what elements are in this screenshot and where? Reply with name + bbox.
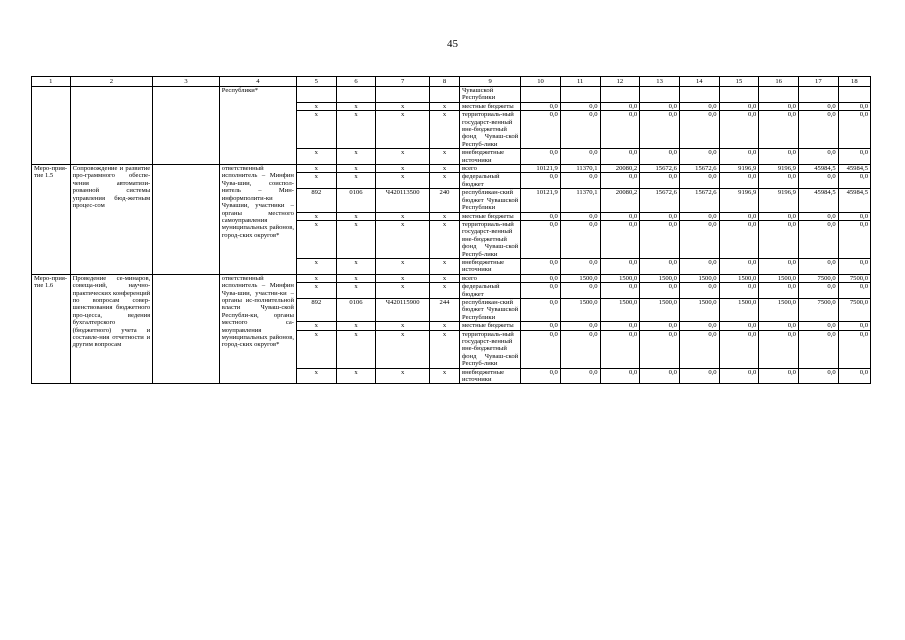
- value-cell: 0,0: [600, 212, 640, 220]
- header-cell: 18: [838, 77, 870, 87]
- value-cell: 0,0: [838, 102, 870, 110]
- value-cell: 0,0: [759, 212, 799, 220]
- value-cell: 0,0: [798, 111, 838, 149]
- code-cell: [336, 87, 376, 103]
- value-cell: 1500,0: [640, 298, 680, 321]
- value-cell: 0,0: [679, 258, 719, 274]
- value-cell: 0,0: [838, 220, 870, 258]
- code-cell: Ч420115900: [376, 298, 430, 321]
- code-cell: х: [429, 111, 459, 149]
- value-cell: 0,0: [640, 283, 680, 299]
- code-cell: х: [336, 212, 376, 220]
- value-cell: 0,0: [521, 111, 561, 149]
- value-cell: 0,0: [521, 149, 561, 165]
- source-cell: федеральный бюджет: [460, 173, 521, 189]
- value-cell: 0,0: [838, 283, 870, 299]
- value-cell: 0,0: [719, 102, 759, 110]
- code-cell: х: [429, 102, 459, 110]
- value-cell: 0,0: [679, 102, 719, 110]
- value-cell: 0,0: [679, 173, 719, 189]
- value-cell: 0,0: [759, 111, 799, 149]
- value-cell: 1500,0: [600, 298, 640, 321]
- value-cell: 1500,0: [560, 274, 600, 282]
- source-cell: местные бюджеты: [460, 102, 521, 110]
- value-cell: 0,0: [521, 330, 561, 368]
- value-cell: 10121,9: [521, 189, 561, 212]
- empty-cell: [153, 87, 220, 165]
- value-cell: 7500,0: [838, 298, 870, 321]
- code-cell: х: [429, 220, 459, 258]
- value-cell: 0,0: [719, 283, 759, 299]
- value-cell: 0,0: [679, 149, 719, 165]
- code-cell: х: [429, 274, 459, 282]
- value-cell: 0,0: [521, 274, 561, 282]
- code-cell: х: [336, 368, 376, 384]
- header-cell: 13: [640, 77, 680, 87]
- value-cell: 1500,0: [560, 298, 600, 321]
- value-cell: 1500,0: [759, 274, 799, 282]
- value-cell: 15672,6: [640, 165, 680, 173]
- code-cell: х: [376, 111, 430, 149]
- code-cell: х: [376, 283, 430, 299]
- executor-cell: Республики*: [219, 87, 296, 165]
- value-cell: 0,0: [600, 220, 640, 258]
- value-cell: 0,0: [560, 212, 600, 220]
- value-cell: 0,0: [521, 283, 561, 299]
- value-cell: 0,0: [560, 111, 600, 149]
- value-cell: 0,0: [560, 330, 600, 368]
- code-cell: 892: [296, 189, 336, 212]
- code-cell: [376, 87, 430, 103]
- value-cell: 0,0: [719, 212, 759, 220]
- value-cell: 0,0: [798, 258, 838, 274]
- header-cell: 6: [336, 77, 376, 87]
- code-cell: х: [376, 102, 430, 110]
- code-cell: Ч420113500: [376, 189, 430, 212]
- code-cell: х: [429, 173, 459, 189]
- executor-cell: ответственный исполнитель – Минфин Чува-шии, участни-ки – органы ис-полнительной власти Чуваш-ской Республи-ки, органы местного са-моуправления муниципальных районов, город-ских округов*: [219, 274, 296, 384]
- value-cell: 0,0: [521, 322, 561, 330]
- header-cell: 4: [219, 77, 296, 87]
- header-cell: 12: [600, 77, 640, 87]
- code-cell: х: [376, 173, 430, 189]
- code-cell: х: [429, 149, 459, 165]
- value-cell: 0,0: [600, 368, 640, 384]
- code-cell: х: [336, 149, 376, 165]
- code-cell: х: [376, 274, 430, 282]
- value-cell: 0,0: [560, 368, 600, 384]
- code-cell: х: [296, 322, 336, 330]
- measure-label: [32, 87, 71, 165]
- value-cell: 1500,0: [679, 298, 719, 321]
- header-cell: 8: [429, 77, 459, 87]
- value-cell: 0,0: [759, 330, 799, 368]
- code-cell: х: [296, 149, 336, 165]
- measure-label: Меро-прия-тие 1.6: [32, 274, 71, 384]
- value-cell: 0,0: [838, 111, 870, 149]
- value-cell: 0,0: [838, 173, 870, 189]
- value-cell: 1500,0: [719, 298, 759, 321]
- value-cell: 0,0: [759, 102, 799, 110]
- header-cell: 11: [560, 77, 600, 87]
- value-cell: 0,0: [798, 330, 838, 368]
- code-cell: х: [429, 165, 459, 173]
- table-row: [32, 87, 871, 103]
- value-cell: 0,0: [560, 149, 600, 165]
- measure-name: [70, 87, 153, 165]
- value-cell: 9196,9: [719, 165, 759, 173]
- header-cell: 5: [296, 77, 336, 87]
- value-cell: 0,0: [719, 258, 759, 274]
- value-cell: 0,0: [798, 283, 838, 299]
- value-cell: 7500,0: [798, 298, 838, 321]
- value-cell: 11370,1: [560, 189, 600, 212]
- code-cell: х: [336, 111, 376, 149]
- value-cell: 1500,0: [719, 274, 759, 282]
- value-cell: 0,0: [600, 102, 640, 110]
- value-cell: 0,0: [719, 330, 759, 368]
- header-cell: 10: [521, 77, 561, 87]
- source-cell: всего: [460, 274, 521, 282]
- code-cell: х: [336, 283, 376, 299]
- value-cell: 45984,5: [838, 165, 870, 173]
- value-cell: 0,0: [640, 212, 680, 220]
- value-cell: 0,0: [640, 322, 680, 330]
- code-cell: х: [296, 102, 336, 110]
- value-cell: 9196,9: [759, 189, 799, 212]
- code-cell: [429, 87, 459, 103]
- code-cell: х: [336, 258, 376, 274]
- code-cell: 892: [296, 298, 336, 321]
- value-cell: 0,0: [719, 322, 759, 330]
- value-cell: 0,0: [640, 258, 680, 274]
- measure-label: Меро-прия-тие 1.5: [32, 165, 71, 275]
- value-cell: 0,0: [521, 212, 561, 220]
- value-cell: 0,0: [759, 283, 799, 299]
- code-cell: х: [336, 165, 376, 173]
- executor-cell: ответственный исполнитель – Минфин Чува-шии, соиспол-нитель – Мин-информполити-ки Чувашии, участники – органы местного самоуправления муниципальных районов, город-ских округов*: [219, 165, 296, 275]
- value-cell: 0,0: [521, 173, 561, 189]
- source-cell: местные бюджеты: [460, 212, 521, 220]
- value-cell: 0,0: [560, 258, 600, 274]
- value-cell: 0,0: [679, 111, 719, 149]
- value-cell: 0,0: [600, 283, 640, 299]
- value-cell: 0,0: [679, 322, 719, 330]
- value-cell: 0,0: [798, 220, 838, 258]
- value-cell: [719, 87, 759, 103]
- value-cell: [759, 87, 799, 103]
- value-cell: 0,0: [679, 368, 719, 384]
- value-cell: 0,0: [719, 368, 759, 384]
- code-cell: х: [376, 258, 430, 274]
- code-cell: х: [336, 173, 376, 189]
- value-cell: 0,0: [838, 330, 870, 368]
- source-cell: территориаль-ный государст-венный вне-бюджетный фонд Чуваш-ской Респуб-лики: [460, 330, 521, 368]
- value-cell: 0,0: [640, 102, 680, 110]
- value-cell: 15672,6: [640, 189, 680, 212]
- code-cell: х: [296, 111, 336, 149]
- code-cell: х: [296, 173, 336, 189]
- value-cell: [838, 87, 870, 103]
- measure-name: Сопровождение и развитие про-граммного обеспе-чения автоматизи-рованной системы управления бюд-жетным процес-сом: [70, 165, 153, 275]
- value-cell: 0,0: [521, 220, 561, 258]
- value-cell: 0,0: [719, 173, 759, 189]
- value-cell: 0,0: [521, 298, 561, 321]
- code-cell: х: [429, 322, 459, 330]
- value-cell: 0,0: [838, 322, 870, 330]
- value-cell: 1500,0: [600, 274, 640, 282]
- header-cell: 17: [798, 77, 838, 87]
- value-cell: 0,0: [838, 368, 870, 384]
- value-cell: 7500,0: [838, 274, 870, 282]
- value-cell: 0,0: [521, 258, 561, 274]
- value-cell: 0,0: [798, 212, 838, 220]
- value-cell: 45984,5: [838, 189, 870, 212]
- value-cell: 0,0: [640, 220, 680, 258]
- value-cell: 10121,9: [521, 165, 561, 173]
- value-cell: 0,0: [759, 149, 799, 165]
- value-cell: 0,0: [600, 149, 640, 165]
- code-cell: х: [296, 330, 336, 368]
- table-row: [32, 274, 871, 282]
- header-cell: 3: [153, 77, 220, 87]
- value-cell: 0,0: [679, 330, 719, 368]
- code-cell: х: [376, 212, 430, 220]
- value-cell: 0,0: [560, 283, 600, 299]
- value-cell: 20080,2: [600, 165, 640, 173]
- header-cell: 9: [460, 77, 521, 87]
- value-cell: 0,0: [560, 220, 600, 258]
- code-cell: х: [429, 368, 459, 384]
- code-cell: х: [296, 258, 336, 274]
- code-cell: 244: [429, 298, 459, 321]
- value-cell: 9196,9: [719, 189, 759, 212]
- value-cell: 0,0: [521, 102, 561, 110]
- value-cell: 0,0: [600, 258, 640, 274]
- value-cell: 0,0: [759, 322, 799, 330]
- code-cell: х: [429, 258, 459, 274]
- code-cell: х: [336, 330, 376, 368]
- code-cell: х: [376, 368, 430, 384]
- code-cell: х: [336, 274, 376, 282]
- source-cell: внебюджетные источники: [460, 368, 521, 384]
- source-cell: республикан-ский бюджет Чувашской Республики: [460, 189, 521, 212]
- header-cell: 14: [679, 77, 719, 87]
- value-cell: [560, 87, 600, 103]
- source-cell: республикан-ский бюджет Чувашской Республики: [460, 298, 521, 321]
- source-cell: внебюджетные источники: [460, 149, 521, 165]
- code-cell: [296, 87, 336, 103]
- value-cell: 0,0: [759, 220, 799, 258]
- value-cell: 0,0: [600, 322, 640, 330]
- value-cell: 0,0: [759, 258, 799, 274]
- header-cell: 7: [376, 77, 430, 87]
- header-cell: 1: [32, 77, 71, 87]
- value-cell: 0,0: [560, 102, 600, 110]
- code-cell: 240: [429, 189, 459, 212]
- code-cell: х: [336, 220, 376, 258]
- code-cell: х: [376, 165, 430, 173]
- code-cell: х: [376, 330, 430, 368]
- code-cell: х: [429, 330, 459, 368]
- value-cell: 1500,0: [759, 298, 799, 321]
- value-cell: 7500,0: [798, 274, 838, 282]
- code-cell: х: [296, 274, 336, 282]
- value-cell: 0,0: [560, 173, 600, 189]
- value-cell: 0,0: [798, 102, 838, 110]
- header-cell: 15: [719, 77, 759, 87]
- source-cell: федеральный бюджет: [460, 283, 521, 299]
- code-cell: 0106: [336, 189, 376, 212]
- value-cell: 0,0: [640, 368, 680, 384]
- value-cell: 15672,6: [679, 189, 719, 212]
- page-number: 45: [447, 38, 458, 50]
- value-cell: 0,0: [521, 368, 561, 384]
- source-cell: всего: [460, 165, 521, 173]
- value-cell: [640, 87, 680, 103]
- header-row: [32, 77, 871, 87]
- value-cell: 0,0: [798, 368, 838, 384]
- code-cell: х: [296, 220, 336, 258]
- value-cell: 20080,2: [600, 189, 640, 212]
- value-cell: 1500,0: [640, 274, 680, 282]
- value-cell: 0,0: [719, 111, 759, 149]
- code-cell: х: [296, 283, 336, 299]
- value-cell: [798, 87, 838, 103]
- value-cell: 0,0: [798, 322, 838, 330]
- empty-cell: [153, 165, 220, 275]
- value-cell: 1500,0: [679, 274, 719, 282]
- code-cell: х: [376, 149, 430, 165]
- code-cell: х: [296, 212, 336, 220]
- value-cell: [679, 87, 719, 103]
- value-cell: 0,0: [640, 330, 680, 368]
- source-cell: внебюджетные источники: [460, 258, 521, 274]
- value-cell: 0,0: [798, 149, 838, 165]
- value-cell: 0,0: [719, 220, 759, 258]
- measure-name: Проведение се-минаров, совеща-ний, научно-практических конференций по вопросам совер-шенствования бюджетного про-цесса, ведения бухгалтерского (бюджетного) учета и составле-ния отчетности и другим вопросам: [70, 274, 153, 384]
- code-cell: 0106: [336, 298, 376, 321]
- code-cell: х: [429, 212, 459, 220]
- empty-cell: [153, 274, 220, 384]
- value-cell: 0,0: [679, 212, 719, 220]
- value-cell: 0,0: [838, 258, 870, 274]
- value-cell: 11370,1: [560, 165, 600, 173]
- code-cell: х: [296, 165, 336, 173]
- value-cell: 0,0: [759, 368, 799, 384]
- code-cell: х: [336, 322, 376, 330]
- code-cell: х: [296, 368, 336, 384]
- value-cell: 45984,5: [798, 165, 838, 173]
- header-cell: 2: [70, 77, 153, 87]
- value-cell: 0,0: [640, 111, 680, 149]
- code-cell: х: [376, 220, 430, 258]
- value-cell: 0,0: [759, 173, 799, 189]
- value-cell: 0,0: [600, 330, 640, 368]
- source-cell: территориаль-ный государст-венный вне-бюджетный фонд Чуваш-ской Респуб-лики: [460, 220, 521, 258]
- code-cell: х: [376, 322, 430, 330]
- budget-table: [31, 76, 871, 384]
- value-cell: 0,0: [798, 173, 838, 189]
- value-cell: 0,0: [640, 173, 680, 189]
- value-cell: 0,0: [838, 149, 870, 165]
- value-cell: [600, 87, 640, 103]
- value-cell: 0,0: [838, 212, 870, 220]
- value-cell: 0,0: [600, 173, 640, 189]
- source-cell: Чувашской Республики: [460, 87, 521, 103]
- value-cell: 15672,6: [679, 165, 719, 173]
- value-cell: 0,0: [640, 149, 680, 165]
- value-cell: 0,0: [719, 149, 759, 165]
- value-cell: [521, 87, 561, 103]
- value-cell: 0,0: [679, 220, 719, 258]
- code-cell: х: [336, 102, 376, 110]
- value-cell: 45984,5: [798, 189, 838, 212]
- value-cell: 0,0: [560, 322, 600, 330]
- value-cell: 9196,9: [759, 165, 799, 173]
- code-cell: х: [429, 283, 459, 299]
- value-cell: 0,0: [600, 111, 640, 149]
- source-cell: местные бюджеты: [460, 322, 521, 330]
- value-cell: 0,0: [679, 283, 719, 299]
- table-row: [32, 165, 871, 173]
- header-cell: 16: [759, 77, 799, 87]
- source-cell: территориаль-ный государст-венный вне-бюджетный фонд Чуваш-ской Респуб-лики: [460, 111, 521, 149]
